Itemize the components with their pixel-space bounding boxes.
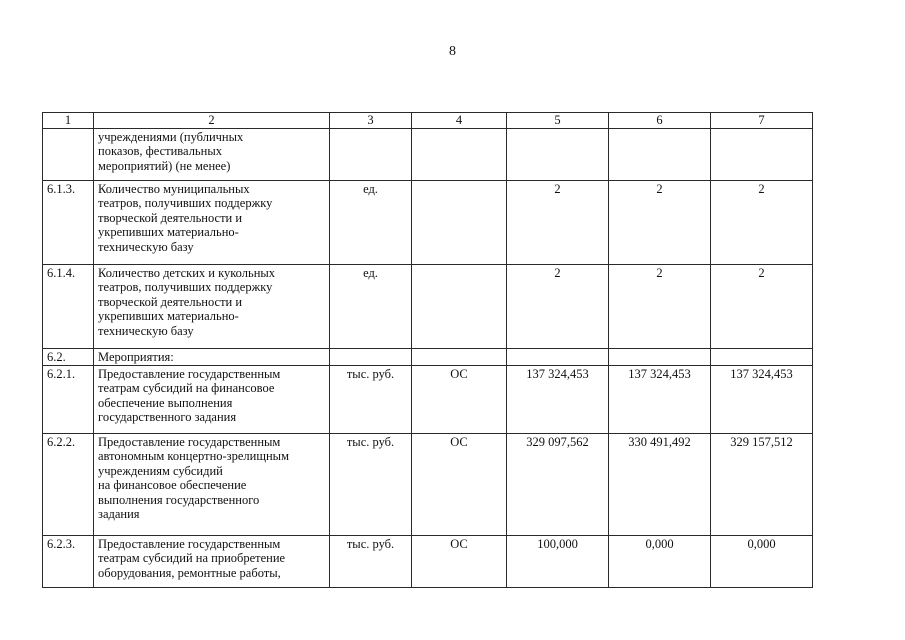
header-cell: 4 bbox=[412, 113, 507, 129]
row-name-line: выполнения государственного bbox=[98, 492, 260, 507]
row-name-line: театрам субсидий на приобретение bbox=[98, 551, 286, 565]
row-name-line: техническую базу bbox=[98, 323, 194, 338]
row-number-cell: 6.1.3. bbox=[43, 180, 94, 264]
row-name-line: Количество муниципальных bbox=[98, 181, 250, 196]
row-value-7-cell: 2 bbox=[711, 264, 813, 348]
row-name-line: показов, фестивальных bbox=[98, 144, 222, 158]
row-source-cell: ОС bbox=[412, 365, 507, 433]
row-name-line: Предоставление государственным bbox=[98, 434, 281, 449]
row-name-cell bbox=[94, 433, 330, 535]
table-row bbox=[43, 535, 813, 587]
row-name-line: театров, получивших поддержку bbox=[98, 196, 273, 210]
row-value-5-cell: 2 bbox=[507, 264, 609, 348]
row-name-line: театрам субсидий на финансовое bbox=[98, 381, 275, 395]
row-name-cell bbox=[94, 535, 330, 587]
header-cell: 5 bbox=[507, 113, 609, 129]
row-name-cell bbox=[94, 180, 330, 264]
row-name-cell bbox=[94, 348, 330, 365]
row-value-7-cell: 0,000 bbox=[711, 535, 813, 587]
table-row bbox=[43, 264, 813, 348]
data-table bbox=[42, 112, 813, 588]
row-source-cell bbox=[412, 264, 507, 348]
row-value-6-cell: 137 324,453 bbox=[609, 365, 711, 433]
row-unit-cell: ед. bbox=[330, 180, 412, 264]
header-cell: 6 bbox=[609, 113, 711, 129]
row-value-7-cell: 329 157,512 bbox=[711, 433, 813, 535]
row-name-cell bbox=[94, 128, 330, 180]
table-row bbox=[43, 128, 813, 180]
header-cell: 1 bbox=[43, 113, 94, 129]
row-value-5-cell: 329 097,562 bbox=[507, 433, 609, 535]
row-name-line: творческой деятельности и bbox=[98, 210, 243, 225]
row-name-line: оборудования, ремонтные работы, bbox=[98, 565, 281, 580]
row-name-line: на финансовое обеспечение bbox=[98, 478, 247, 492]
row-name-line: мероприятий) (не менее) bbox=[98, 158, 231, 173]
row-value-6-cell: 2 bbox=[609, 180, 711, 264]
row-name-line: обеспечение выполнения bbox=[98, 395, 233, 410]
row-name-line: Количество детских и кукольных bbox=[98, 265, 276, 280]
row-number-cell: 6.1.4. bbox=[43, 264, 94, 348]
header-cell: 7 bbox=[711, 113, 813, 129]
row-value-5-cell bbox=[507, 348, 609, 365]
row-value-7-cell bbox=[711, 348, 813, 365]
row-name-line: учреждениям субсидий bbox=[98, 463, 223, 478]
row-name-line: учреждениями (публичных bbox=[98, 129, 244, 144]
row-unit-cell: ед. bbox=[330, 264, 412, 348]
row-value-6-cell: 330 491,492 bbox=[609, 433, 711, 535]
row-source-cell bbox=[412, 128, 507, 180]
row-name-line: задания bbox=[98, 507, 140, 521]
row-name-line: автономным концертно-зрелищным bbox=[98, 449, 289, 463]
row-source-cell bbox=[412, 348, 507, 365]
table-row bbox=[43, 365, 813, 433]
table-row bbox=[43, 433, 813, 535]
row-number-cell: 6.2.3. bbox=[43, 535, 94, 587]
row-name-line: творческой деятельности и bbox=[98, 294, 243, 309]
row-value-6-cell bbox=[609, 348, 711, 365]
row-name-line: театров, получивших поддержку bbox=[98, 280, 273, 294]
row-name-cell bbox=[94, 365, 330, 433]
row-name-line: Предоставление государственным bbox=[98, 366, 281, 381]
row-value-7-cell: 2 bbox=[711, 180, 813, 264]
page-number: 8 bbox=[449, 44, 456, 59]
row-value-6-cell: 0,000 bbox=[609, 535, 711, 587]
row-value-5-cell: 137 324,453 bbox=[507, 365, 609, 433]
row-value-6-cell: 2 bbox=[609, 264, 711, 348]
row-name-line: государственного задания bbox=[98, 410, 237, 424]
row-unit-cell: тыс. руб. bbox=[330, 433, 412, 535]
row-name-line: Предоставление государственным bbox=[98, 536, 281, 551]
row-number-cell: 6.2.2. bbox=[43, 433, 94, 535]
row-source-cell: ОС bbox=[412, 433, 507, 535]
row-name-line: укрепивших материально- bbox=[98, 309, 239, 323]
row-source-cell: ОС bbox=[412, 535, 507, 587]
row-number-cell bbox=[43, 128, 94, 180]
row-value-5-cell: 100,000 bbox=[507, 535, 609, 587]
table-row bbox=[43, 348, 813, 365]
row-name-cell bbox=[94, 264, 330, 348]
header-cell: 3 bbox=[330, 113, 412, 129]
row-name-line: техническую базу bbox=[98, 239, 194, 254]
row-unit-cell bbox=[330, 128, 412, 180]
header-cell: 2 bbox=[94, 113, 330, 129]
row-unit-cell bbox=[330, 348, 412, 365]
row-number-cell: 6.2. bbox=[43, 348, 94, 365]
row-value-6-cell bbox=[609, 128, 711, 180]
row-name-line: Мероприятия: bbox=[98, 349, 174, 364]
row-source-cell bbox=[412, 180, 507, 264]
row-unit-cell: тыс. руб. bbox=[330, 535, 412, 587]
row-value-5-cell bbox=[507, 128, 609, 180]
row-unit-cell: тыс. руб. bbox=[330, 365, 412, 433]
row-value-7-cell: 137 324,453 bbox=[711, 365, 813, 433]
row-name-line: укрепивших материально- bbox=[98, 225, 239, 239]
row-value-5-cell: 2 bbox=[507, 180, 609, 264]
row-value-7-cell bbox=[711, 128, 813, 180]
table-header-row bbox=[43, 113, 813, 129]
row-number-cell: 6.2.1. bbox=[43, 365, 94, 433]
table-row bbox=[43, 180, 813, 264]
